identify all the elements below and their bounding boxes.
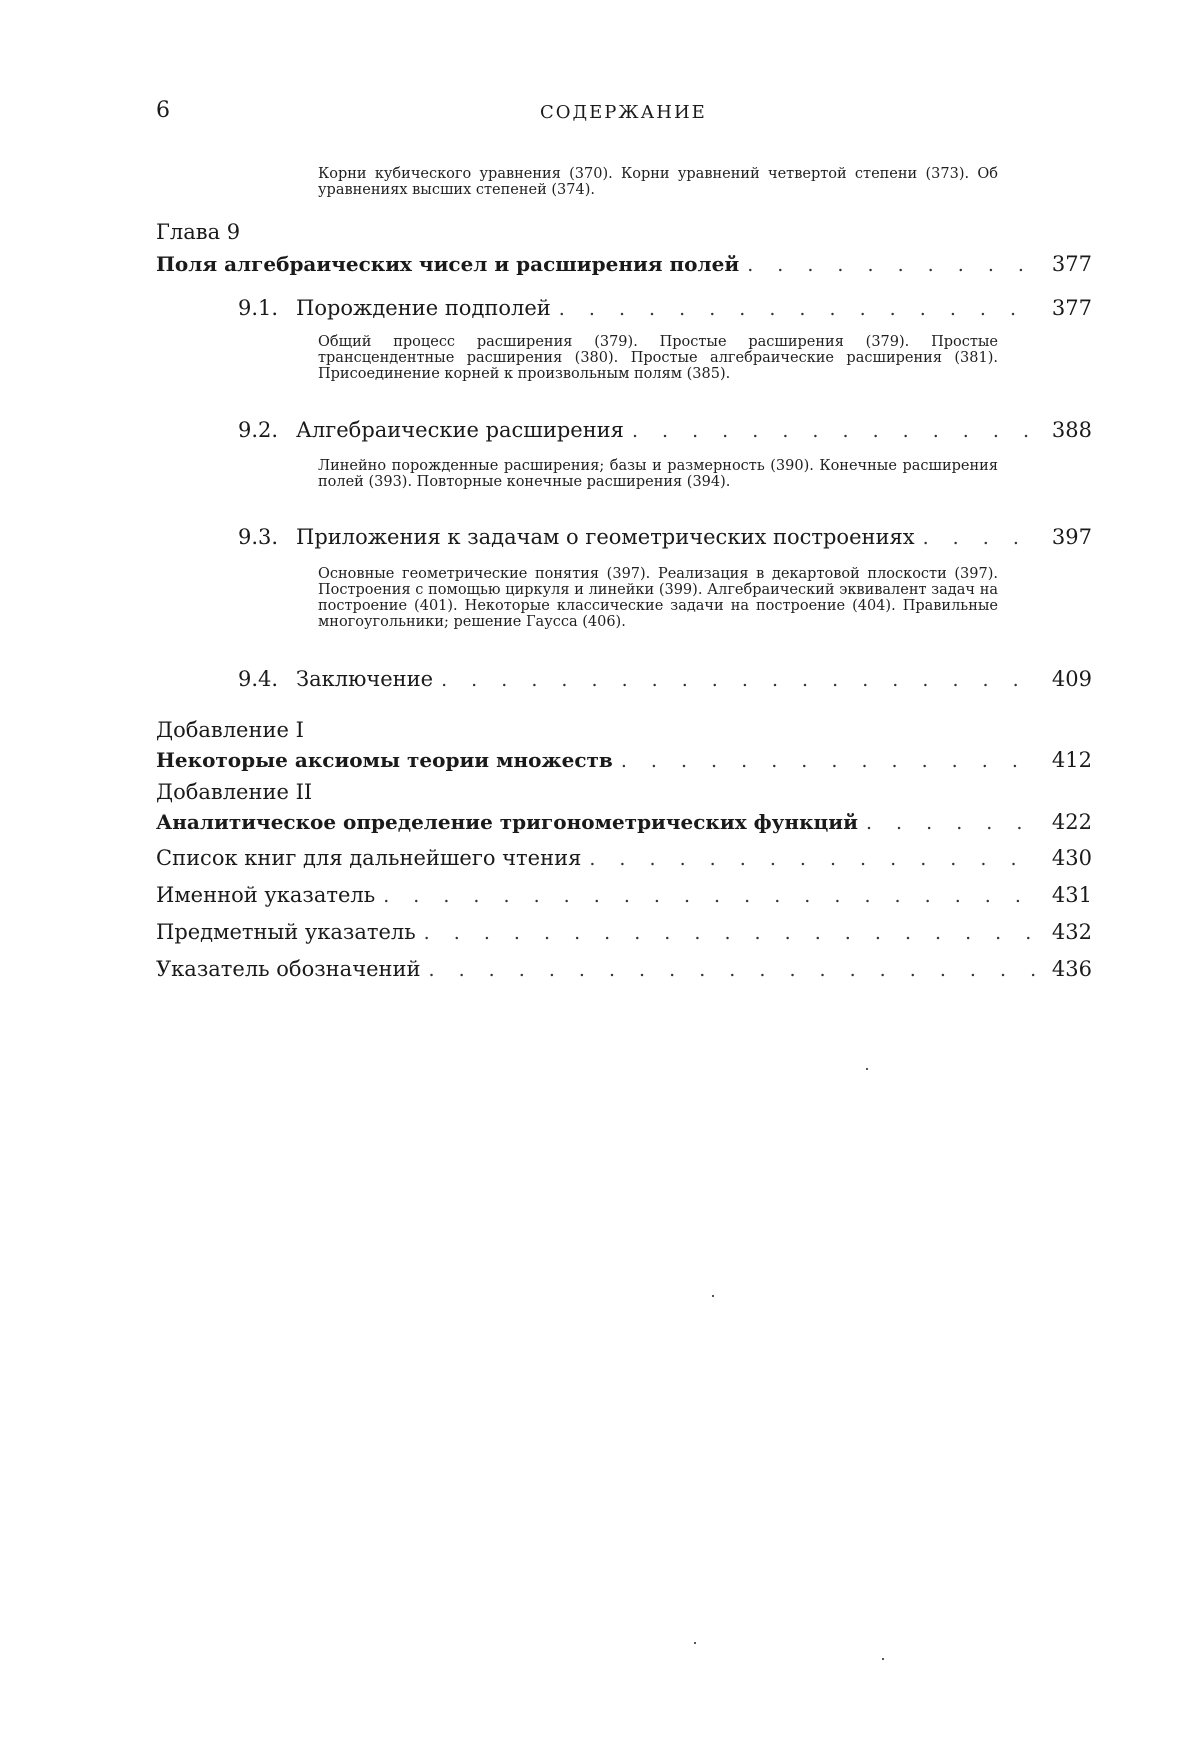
running-title: СОДЕРЖАНИЕ — [540, 102, 707, 123]
section-label — [238, 667, 433, 691]
section-number: 9.3. — [238, 525, 279, 549]
leader-dots — [383, 885, 1040, 907]
toc-entry-9-2[interactable] — [238, 418, 1092, 442]
section-title: Приложения к задачам о геометрических построениях — [296, 525, 915, 549]
toc-entry-chapter9[interactable] — [156, 252, 1092, 276]
leader-dots — [621, 750, 1040, 772]
page-ref: 430 — [1051, 846, 1092, 870]
section-number: 9.1. — [238, 296, 279, 320]
entry-title: Список книг для дальнейшего чтения — [156, 846, 582, 870]
leader-dots — [441, 669, 1040, 691]
toc-entry-9-4[interactable] — [238, 667, 1092, 691]
section-label — [238, 525, 915, 549]
section-label — [238, 418, 624, 442]
page-ref: 409 — [1051, 667, 1092, 691]
toc-entry-9-1[interactable] — [238, 296, 1092, 320]
appendix-title: Аналитическое определение тригонометрических функций — [156, 810, 858, 834]
toc-entry-appendix1[interactable] — [156, 748, 1092, 772]
leader-dots — [429, 959, 1041, 981]
page-ref: 432 — [1051, 920, 1092, 944]
appendix2-label: Добавление II — [156, 780, 313, 804]
toc-entry-name-index[interactable] — [156, 883, 1092, 907]
leader-dots — [589, 848, 1040, 870]
section-label — [238, 296, 551, 320]
chapter-title: Поля алгебраических чисел и расширения полей — [156, 252, 740, 276]
section-summary: Линейно порожденные расширения; базы и размерность (390). Конечные расширения полей (393). Повторные конечные расширения (394). — [318, 458, 998, 490]
leader-dots — [424, 922, 1040, 944]
toc-entry-appendix2[interactable] — [156, 810, 1092, 834]
appendix-title: Некоторые аксиомы теории множеств — [156, 748, 613, 772]
scan-speck — [694, 1642, 696, 1644]
page-ref: 377 — [1051, 296, 1092, 320]
leader-dots — [866, 812, 1040, 834]
page-ref: 412 — [1051, 748, 1092, 772]
section-number: 9.4. — [238, 667, 279, 691]
leader-dots — [923, 527, 1040, 549]
scan-speck — [712, 1295, 714, 1297]
page-ref: 388 — [1051, 418, 1092, 442]
page-number: 6 — [156, 98, 170, 123]
toc-entry-subject-index[interactable] — [156, 920, 1092, 944]
page-ref: 397 — [1051, 525, 1092, 549]
section-title: Заключение — [296, 667, 434, 691]
section-summary: Общий процесс расширения (379). Простые расширения (379). Простые трансцендентные расширения (380). Простые алгебраические расширения (381). Присоединение корней к произвольным полям (385). — [318, 334, 998, 382]
page-ref: 422 — [1051, 810, 1092, 834]
entry-title: Указатель обозначений — [156, 957, 421, 981]
entry-title: Предметный указатель — [156, 920, 416, 944]
toc-entry-notation-index[interactable] — [156, 957, 1092, 981]
page-ref: 431 — [1051, 883, 1092, 907]
scan-speck — [882, 1658, 884, 1660]
section-title: Порождение подполей — [296, 296, 551, 320]
page-ref: 377 — [1051, 252, 1092, 276]
chapter-label: Глава 9 — [156, 220, 241, 244]
toc-entry-reading-list[interactable] — [156, 846, 1092, 870]
section-title: Алгебраические расширения — [296, 418, 624, 442]
section-number: 9.2. — [238, 418, 279, 442]
section-summary: Основные геометрические понятия (397). Реализация в декартовой плоскости (397). Построения с помощью циркуля и линейки (399). Алгебраический эквивалент задач на построение (401). Некоторые классические задачи на построение (404). Правильные многоугольники; решение Гаусса (406). — [318, 566, 998, 630]
leader-dots — [559, 298, 1040, 320]
leader-dots — [632, 420, 1040, 442]
toc-entry-9-3[interactable] — [238, 525, 1092, 549]
top-summary: Корни кубического уравнения (370). Корни уравнений четвертой степени (373). Об уравнениях высших степеней (374). — [318, 166, 998, 198]
scan-speck — [866, 1068, 868, 1070]
leader-dots — [747, 254, 1040, 276]
entry-title: Именной указатель — [156, 883, 376, 907]
page-ref: 436 — [1051, 957, 1092, 981]
appendix1-label: Добавление I — [156, 718, 304, 742]
